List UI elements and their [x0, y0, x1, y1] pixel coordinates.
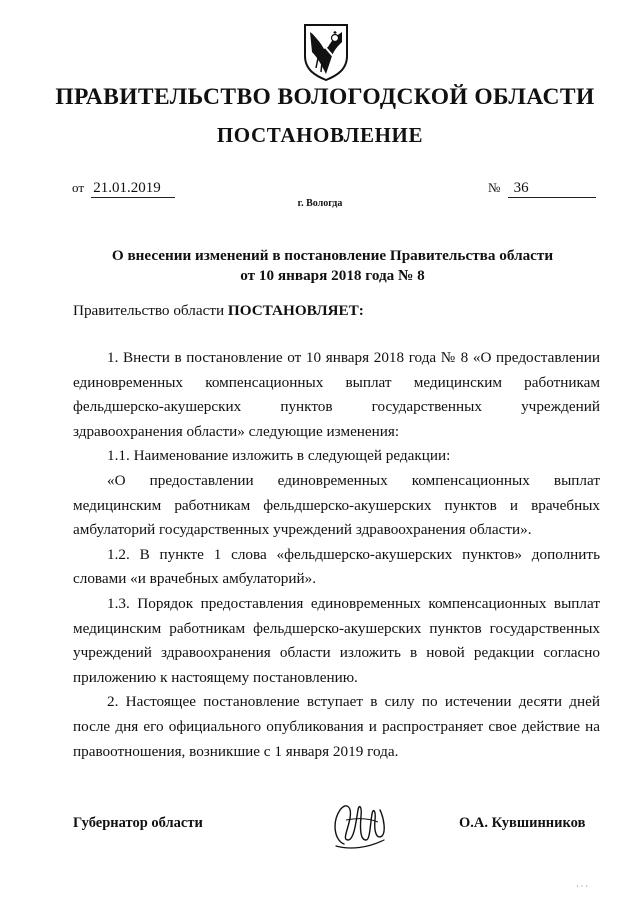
- resolve-keyword: ПОСТАНОВЛЯЕТ:: [227, 302, 364, 319]
- date-value: 21.01.2019: [91, 180, 175, 198]
- resolve-lead: Правительство области: [73, 302, 225, 319]
- resolve-statement: [73, 302, 364, 320]
- subject-line-2: от 10 января 2018 года № 8: [240, 267, 425, 284]
- coat-of-arms-icon: [302, 22, 350, 82]
- paragraph-2: 2. Настоящее постановление вступает в силу по истечении десяти дней после дня его официального опубликования и распространяет свое действие на правоотношения, возникшие с 1 января 2019 года.: [73, 693, 600, 760]
- date-prefix: от: [72, 180, 85, 195]
- paragraph-1-2: 1.2. В пункте 1 слова «фельдшерско-акушерских пунктов» дополнить словами «и врачебных амбулаторий».: [73, 545, 600, 588]
- document-body: [73, 346, 600, 764]
- number-value: 36: [508, 180, 596, 198]
- document-number: [488, 180, 596, 198]
- paragraph-1-1-text: «О предоставлении единовременных компенсационных выплат медицинским работникам фельдшерско-акушерских пунктов и врачебных амбулаторий государственных учреждений здравоохранения области».: [73, 471, 600, 539]
- subject-line-1: О внесении изменений в постановление Правительства области: [111, 247, 554, 264]
- signer-name: О.А. Кувшинников: [459, 815, 586, 831]
- paragraph-1-1: 1.1. Наименование изложить в следующей редакции:: [107, 447, 451, 465]
- government-title: ПРАВИТЕЛЬСТВО ВОЛОГОДСКОЙ ОБЛАСТИ: [55, 84, 595, 110]
- city-label: г. Вологда: [297, 198, 343, 209]
- signer-role: Губернатор области: [73, 815, 203, 831]
- paragraph-1-3: 1.3. Порядок предоставления единовременных компенсационных выплат медицинским работникам фельдшерско-акушерских пунктов государственных учреждений здравоохранения области изложить в новой редакции согласно приложению к настоящему постановлению.: [73, 594, 600, 686]
- document-date: [72, 180, 175, 198]
- handwritten-signature-icon: [326, 796, 392, 856]
- document-subject: [60, 246, 605, 286]
- number-prefix: №: [488, 180, 501, 195]
- paragraph-1: 1. Внести в постановление от 10 января 2018 года № 8 «О предоставлении единовременных компенсационных выплат медицинским работникам фельдшерско-акушерских пунктов государственных учреждений здравоохранения области» следующие изменения:: [73, 349, 600, 440]
- document-type: ПОСТАНОВЛЕНИЕ: [216, 123, 424, 147]
- scan-artifact: · · ·: [576, 882, 588, 891]
